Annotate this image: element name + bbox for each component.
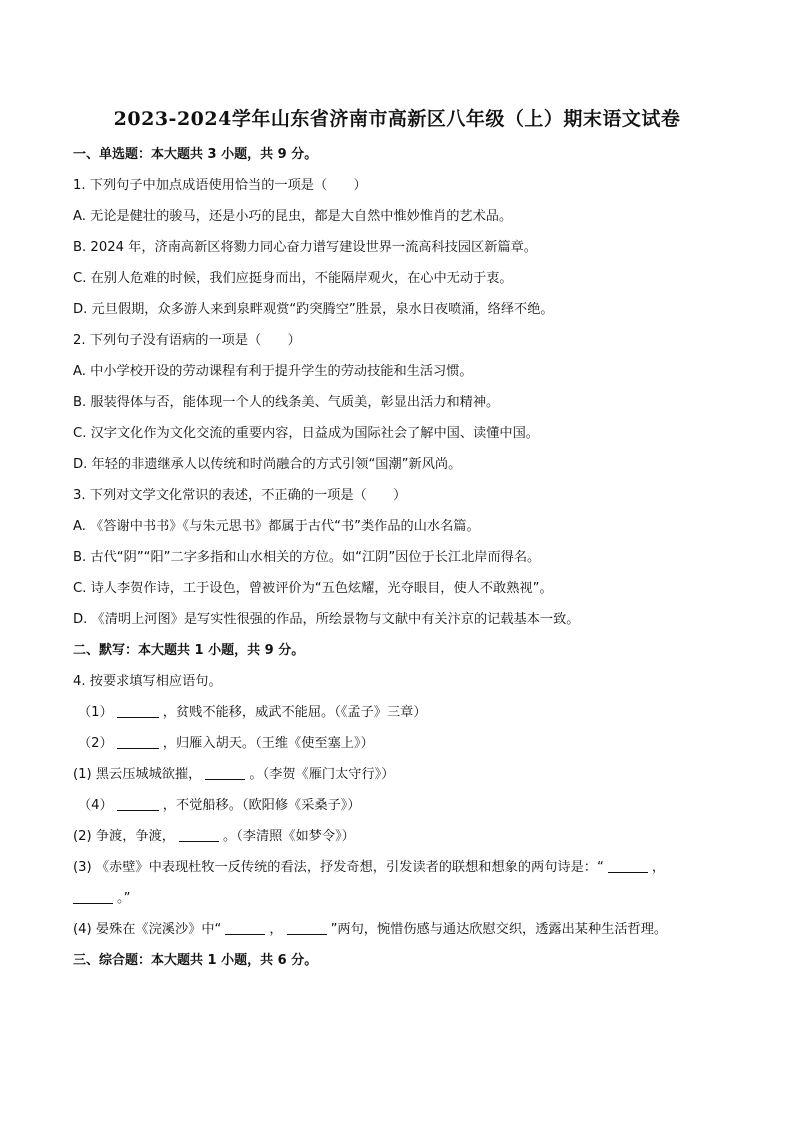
question-3-option-d: D. 《清明上河图》是写实性很强的作品，所绘景物与文献中有关汴京的记载基本一致。 <box>73 612 580 627</box>
question-4-item-4 <box>78 797 361 815</box>
answer-blank[interactable] <box>117 736 159 749</box>
answer-blank[interactable] <box>117 705 159 718</box>
question-2-option-c: C. 汉字文化作为文化交流的重要内容，日益成为国际社会了解中国、读懂中国。 <box>73 426 539 441</box>
section-heading-comprehensive: 三、综合题：本大题共 1 小题，共 6 分。 <box>73 953 318 968</box>
item-text: 。（李清照《如梦令》） <box>223 829 355 844</box>
question-4-item-5 <box>73 828 355 846</box>
item-text: ， <box>269 922 283 937</box>
item-text: (3) 《赤壁》中表现杜牧一反传统的看法，抒发奇想，引发读者的联想和想象的两句诗是：“ <box>73 860 604 875</box>
item-text: 。（李贺《雁门太守行》） <box>249 767 395 782</box>
item-text: (4) 晏殊在《浣溪沙》中“ <box>73 922 222 937</box>
section-heading-dictation: 二、默写：本大题共 1 小题，共 9 分。 <box>73 643 305 658</box>
question-3-stem: 3. 下列对文学文化常识的表述，不正确的一项是（ ） <box>73 488 407 503</box>
item-label: （4） <box>78 798 113 813</box>
section-heading-single-choice: 一、单选题：本大题共 3 小题，共 9 分。 <box>73 147 318 162</box>
question-3-option-a: A. 《答谢中书书》《与朱元思书》都属于古代“书”类作品的山水名篇。 <box>73 519 480 534</box>
item-text: (2) 争渡，争渡， <box>73 829 175 844</box>
answer-blank[interactable] <box>205 767 245 780</box>
question-2-option-a: A. 中小学校开设的劳动课程有利于提升学生的劳动技能和生活习惯。 <box>73 364 473 379</box>
item-text: 。” <box>117 891 131 906</box>
question-2-option-b: B. 服装得体与否，能体现一个人的线条美、气质美，彰显出活力和精神。 <box>73 395 500 410</box>
item-label: （2） <box>78 736 113 751</box>
question-2-stem: 2. 下列句子没有语病的一项是（ ） <box>73 333 301 348</box>
question-1-option-d: D. 元旦假期，众多游人来到泉畔观赏“趵突腾空”胜景，泉水日夜喷涌，络绎不绝。 <box>73 302 554 317</box>
question-4-item-6 <box>73 859 665 877</box>
question-3-option-b: B. 古代“阴”“阳”二字多指和山水相关的方位。如“江阴”因位于长江北岸而得名。 <box>73 550 541 565</box>
answer-blank[interactable] <box>179 829 219 842</box>
item-label: （1） <box>78 705 113 720</box>
question-4-item-6-continued <box>73 890 130 908</box>
item-text: ，归雁入胡天。（王维《使至塞上》） <box>162 736 374 751</box>
exam-title: 2023-2024学年山东省济南市高新区八年级（上）期末语文试卷 <box>113 108 681 130</box>
item-text: ”两句，惋惜伤感与通达欣慰交织，透露出某种生活哲理。 <box>330 922 668 937</box>
question-4-item-7 <box>73 921 667 939</box>
question-1-option-b: B. 2024 年，济南高新区将勠力同心奋力谱写建设世界一流高科技园区新篇章。 <box>73 240 537 255</box>
answer-blank[interactable] <box>225 922 265 935</box>
answer-blank[interactable] <box>608 860 648 873</box>
answer-blank[interactable] <box>287 922 327 935</box>
answer-blank[interactable] <box>73 891 113 904</box>
question-4-stem: 4. 按要求填写相应语句。 <box>73 674 222 689</box>
question-1-option-c: C. 在别人危难的时候，我们应挺身而出，不能隔岸观火，在心中无动于衷。 <box>73 271 513 286</box>
question-4-item-1 <box>78 704 427 722</box>
item-text: (1) 黑云压城城欲摧， <box>73 767 202 782</box>
question-1-stem: 1. 下列句子中加点成语使用恰当的一项是（ ） <box>73 178 367 193</box>
item-text: ， <box>651 860 666 875</box>
question-4-item-2 <box>78 735 374 753</box>
question-3-option-c: C. 诗人李贺作诗，工于设色，曾被评价为“五色炫耀，光夺眼目，使人不敢熟视”。 <box>73 581 553 596</box>
answer-blank[interactable] <box>117 798 159 811</box>
question-1-option-a: A. 无论是健壮的骏马，还是小巧的昆虫，都是大自然中惟妙惟肖的艺术品。 <box>73 209 513 224</box>
question-2-option-d: D. 年轻的非遗继承人以传统和时尚融合的方式引领“国潮”新风尚。 <box>73 457 462 472</box>
item-text: ，不觉船移。（欧阳修《采桑子》） <box>162 798 361 813</box>
question-4-item-3 <box>73 766 394 784</box>
item-text: ，贫贱不能移，威武不能屈。（《孟子》三章） <box>162 705 427 720</box>
